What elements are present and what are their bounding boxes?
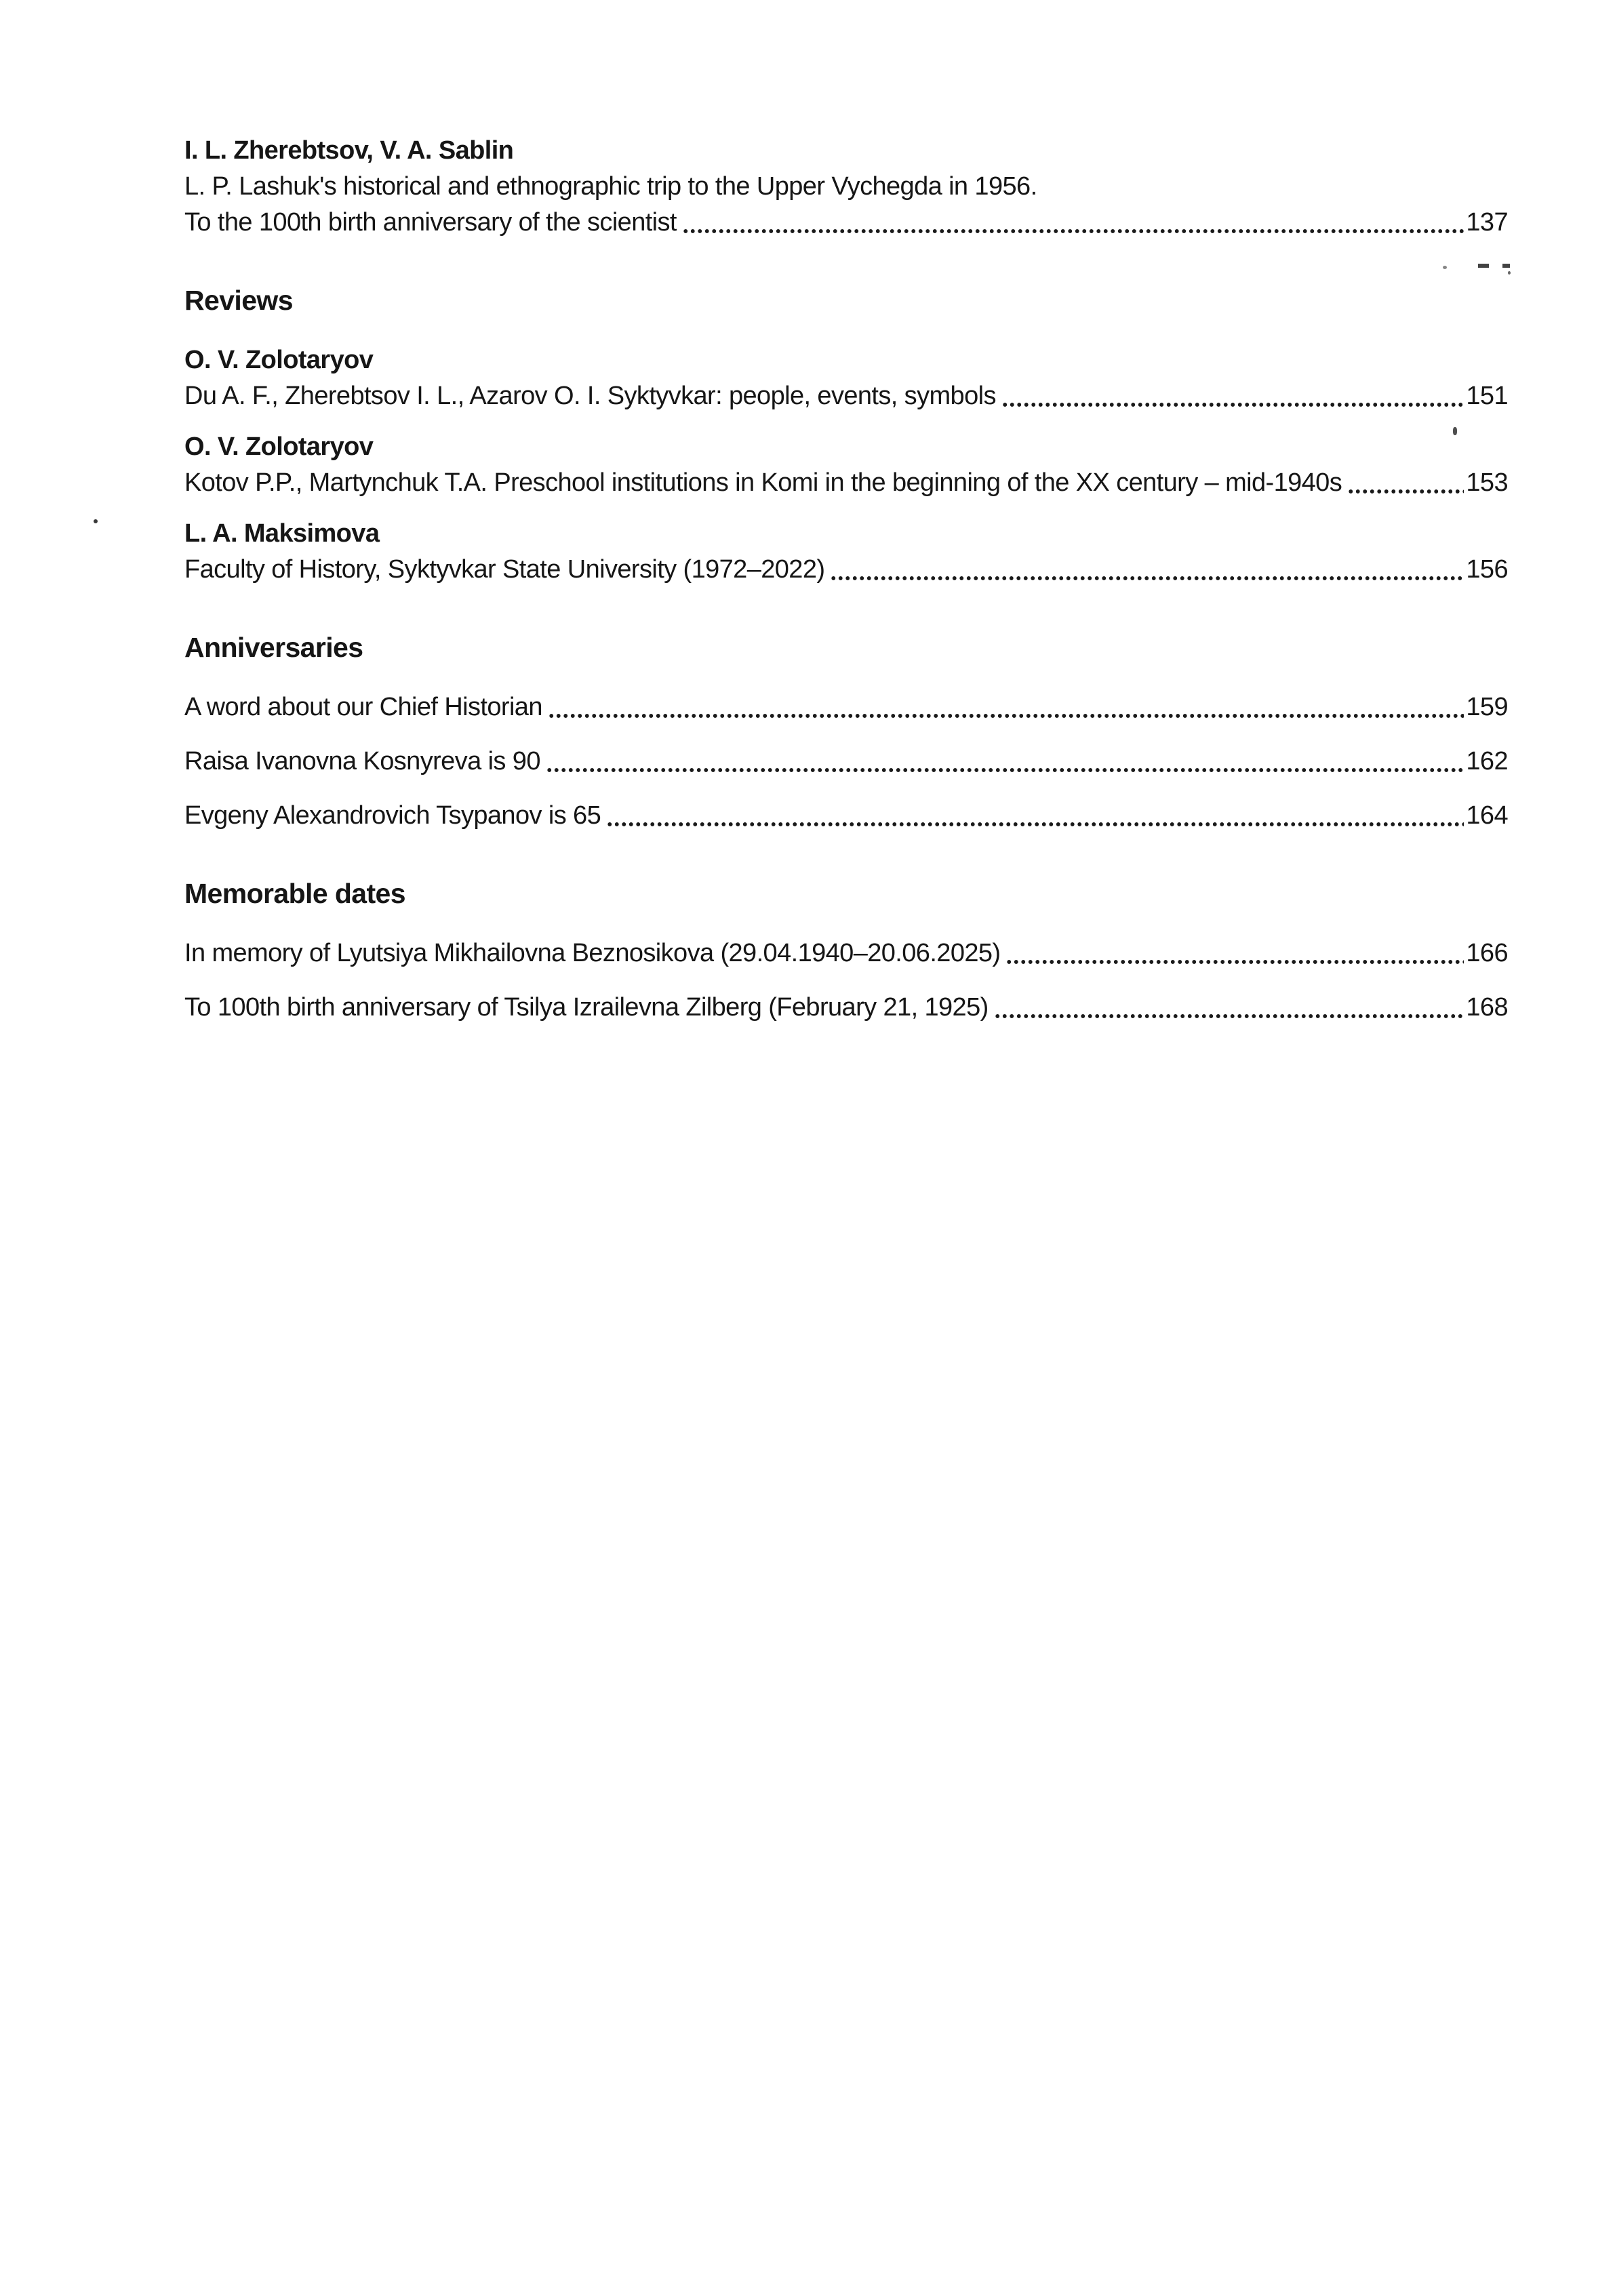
toc-entry: [184, 689, 1508, 725]
toc-entry-row: [184, 465, 1508, 501]
page-number: 166: [1466, 939, 1508, 967]
toc-entry-title: To 100th birth anniversary of Tsilya Izrailevna Zilberg (February 21, 1925): [184, 993, 989, 1022]
toc-entry-title: Raisa Ivanovna Kosnyreva is 90: [184, 747, 540, 776]
dot-leader: [994, 1014, 1464, 1018]
scan-speck: [1453, 427, 1457, 435]
dot-leader: [1347, 489, 1464, 494]
toc-entry-title: Faculty of History, Syktyvkar State University (1972–2022): [184, 555, 825, 584]
section-heading-anniversaries: Anniversaries: [184, 632, 363, 663]
scan-speck: [1443, 266, 1447, 269]
dot-leader: [830, 576, 1464, 580]
page-number: 164: [1466, 801, 1508, 830]
toc-entry: [184, 798, 1508, 834]
toc-entry: [184, 342, 1508, 414]
scan-speck: [94, 519, 98, 523]
toc-entry: [184, 516, 1508, 588]
section-heading-memorable-dates: Memorable dates: [184, 878, 405, 909]
table-of-contents: [184, 133, 1508, 1044]
toc-entry-row: [184, 552, 1508, 588]
dot-leader: [1001, 403, 1464, 407]
scan-speck: [1502, 264, 1510, 268]
page-number: 159: [1466, 693, 1508, 721]
page-number: 156: [1466, 555, 1508, 584]
dot-leader: [682, 229, 1464, 233]
toc-entry-title: Du A. F., Zherebtsov I. L., Azarov O. I. Syktyvkar: people, events, symbols: [184, 382, 996, 410]
toc-entry-authors: L. A. Maksimova: [184, 519, 380, 548]
scan-speck: [1508, 271, 1511, 275]
toc-entry: [184, 133, 1508, 241]
page-number: 151: [1466, 382, 1508, 410]
section-heading-reviews: Reviews: [184, 285, 293, 316]
toc-entry-title: A word about our Chief Historian: [184, 693, 542, 721]
page-number: 137: [1466, 208, 1508, 237]
toc-entry-title: Evgeny Alexandrovich Tsypanov is 65: [184, 801, 601, 830]
toc-entry-title: Kotov P.P., Martynchuk T.A. Preschool institutions in Komi in the beginning of the XX century – mid-1940s: [184, 468, 1342, 497]
dot-leader: [548, 714, 1464, 718]
toc-entry: [184, 429, 1508, 501]
toc-entry-authors: O. V. Zolotaryov: [184, 346, 374, 374]
toc-entry-title: L. P. Lashuk's historical and ethnographic trip to the Upper Vychegda in 1956.: [184, 172, 1037, 201]
toc-entry-authors: O. V. Zolotaryov: [184, 432, 374, 461]
page-number: 168: [1466, 993, 1508, 1022]
page-number: 153: [1466, 468, 1508, 497]
scan-speck: [1478, 264, 1489, 268]
page-number: 162: [1466, 747, 1508, 776]
toc-entry: [184, 990, 1508, 1026]
toc-entry-row: [184, 378, 1508, 414]
toc-entry-subtitle: To the 100th birth anniversary of the scientist: [184, 208, 677, 237]
dot-leader: [606, 822, 1464, 826]
toc-entry-authors: I. L. Zherebtsov, V. A. Sablin: [184, 136, 514, 165]
toc-entry-title: In memory of Lyutsiya Mikhailovna Beznosikova (29.04.1940–20.06.2025): [184, 939, 1001, 967]
dot-leader: [1005, 960, 1464, 964]
toc-entry-row: [184, 205, 1508, 241]
toc-entry: [184, 935, 1508, 971]
dot-leader: [546, 768, 1464, 772]
toc-entry: [184, 744, 1508, 780]
